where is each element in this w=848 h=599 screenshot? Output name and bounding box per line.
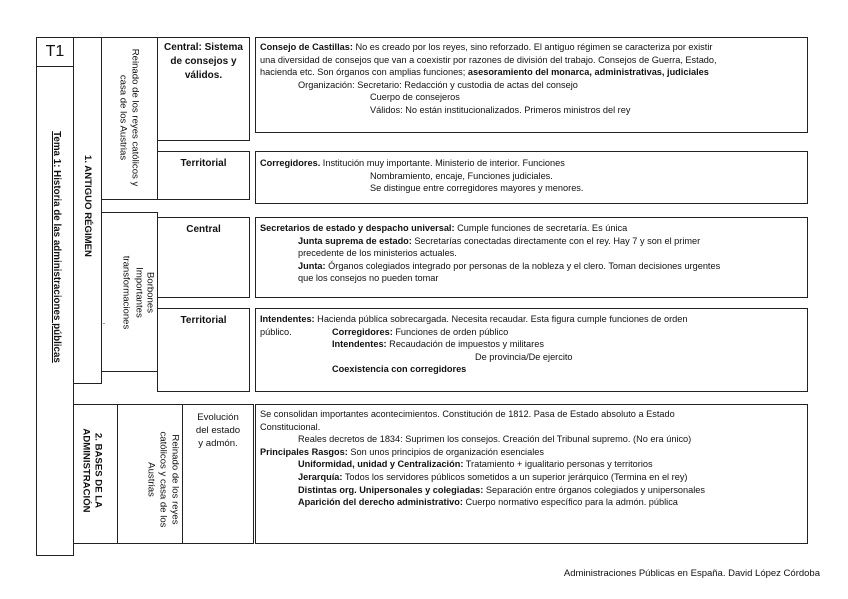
central-label: Central bbox=[186, 224, 221, 235]
territorial2-label: Territorial bbox=[180, 315, 227, 326]
sec2-reinado-line-2: católicos y casa de los bbox=[157, 431, 169, 528]
corregidores-l1: Institución muy importante. Ministerio de interior. Funciones bbox=[320, 158, 565, 168]
intendentes-l1: Hacienda pública sobrecargada. Necesita recaudar. Esta figura cumple funciones de orden bbox=[314, 314, 688, 324]
borbones-line-1: Borbones bbox=[144, 271, 156, 314]
secretarios-l1: Cumple funciones de secretaría. Es única bbox=[454, 223, 628, 233]
t1-label: T1 bbox=[45, 43, 65, 60]
corregidores-l2: Nombramiento, encaje, Funciones judiciales. bbox=[370, 170, 553, 181]
borbones-line-3: transformaciones bbox=[120, 255, 132, 330]
corregidores-l3: Se distingue entre corregidores mayores y menores. bbox=[370, 183, 584, 194]
sec2-l5: Tratamiento + igualitario personas y territorios bbox=[463, 459, 653, 470]
intendentes-l3: Recaudación de impuestos y militares bbox=[386, 339, 544, 350]
secretarios-text bbox=[260, 222, 805, 285]
footer: Administraciones Públicas en España. David López Córdoba bbox=[563, 568, 820, 579]
sec2-title-line-2: ADMINISTRACIÓN bbox=[80, 428, 92, 513]
sec2-reinado-line-1: Reinado de los reyes bbox=[169, 434, 181, 525]
corregidores-text bbox=[260, 157, 805, 195]
sec2-title-line-1: 2. BASES DE LA bbox=[92, 432, 104, 509]
consejo-l4: Organización: Secretario: Redacción y custodia de actas del consejo bbox=[298, 79, 578, 90]
intendentes-l5-b: Coexistencia con corregidores bbox=[332, 364, 467, 375]
consejo-l6: Válidos: No están institucionalizados. Primeros ministros del rey bbox=[370, 104, 631, 115]
territorial-label: Territorial bbox=[180, 158, 227, 169]
sec2-l6: Todos los servidores públicos sometidos a un superior jerárquico (Termina en el rey) bbox=[342, 471, 688, 482]
austrias-line-1: Reinado de los reyes católicos y bbox=[129, 48, 141, 187]
sec2-l1: Se consolidan importantes acontecimientos. Constitución de 1812. Pasa de Estado absoluto a Estado bbox=[260, 409, 675, 419]
consejo-l5: Cuerpo de consejeros bbox=[370, 92, 460, 103]
consejo-l1-b: Consejo de Castillas: bbox=[260, 42, 353, 52]
secretarios-l3: precedente de los ministerios actuales. bbox=[298, 248, 457, 259]
sec2-l4: Son unos principios de organización esenciales bbox=[347, 446, 544, 457]
sec2-l5-b: Uniformidad, unidad y Centralización: bbox=[298, 459, 464, 470]
sec2-l8-b: Aparición del derecho administrativo: bbox=[298, 497, 463, 508]
central-sistema-line-2: de consejos y bbox=[170, 56, 237, 67]
borbones-line-2: Importantes bbox=[133, 267, 145, 318]
secretarios-l5: que los consejos no pueden tomar bbox=[298, 273, 439, 284]
evolucion-line-1: Evolución bbox=[197, 412, 239, 423]
sec2-l3: Reales decretos de 1834: Suprimen los consejos. Creación del Tribunal supremo. (No era único) bbox=[298, 434, 692, 445]
sec2-l2: Constitucional. bbox=[260, 421, 321, 432]
sec2-l6-b: Jerarquía: bbox=[298, 471, 343, 482]
secretarios-l4-b: Junta: bbox=[298, 260, 326, 271]
sec2-reinado-line-3: Austrias bbox=[145, 462, 157, 497]
sec2-l8: Cuerpo normativo específico para la admón. pública bbox=[462, 497, 678, 508]
secretarios-l2: Secretarías conectadas directamente con el rey. Hay 7 y son el primer bbox=[411, 235, 701, 246]
sec2-l7-b: Distintas org. Unipersonales y colegiadas: bbox=[298, 484, 484, 495]
intendentes-l2: público. bbox=[260, 326, 292, 337]
secretarios-l1-b: Secretarios de estado y despacho universal: bbox=[260, 223, 455, 233]
sec2-body-text bbox=[260, 408, 805, 509]
intendentes-l2b: Funciones de orden público bbox=[392, 326, 509, 337]
evolucion-label bbox=[182, 411, 254, 450]
secretarios-l4: Órganos colegiados integrado por personas de la nobleza y el clero. Toman decisiones urgentes bbox=[325, 260, 721, 271]
consejo-text bbox=[260, 41, 805, 117]
consejo-l3-b: asesoramiento del monarca, administrativas, judiciales bbox=[467, 67, 709, 78]
sec2-l4-b: Principales Rasgos: bbox=[260, 446, 348, 457]
evolucion-line-3: y admón. bbox=[198, 438, 238, 449]
evolucion-line-2: del estado bbox=[195, 425, 241, 436]
intendentes-text bbox=[260, 313, 805, 376]
sec2-l7: Separación entre órganos colegiados y unipersonales bbox=[483, 484, 706, 495]
central-sistema-line-3: válidos. bbox=[184, 70, 223, 81]
intendentes-l1-b: Intendentes: bbox=[260, 314, 315, 324]
secretarios-l2-b: Junta suprema de estado: bbox=[298, 235, 412, 246]
central-sistema-line-1: Central: Sistema bbox=[164, 42, 243, 53]
borbones-line-4: . bbox=[100, 322, 112, 325]
main-title: Tema 1: Historia de las administraciones públicas bbox=[51, 131, 62, 363]
sec1-title: 1. ANTIGUO RÉGIMEN bbox=[82, 155, 93, 257]
austrias-line-2: casa de los Austrias bbox=[117, 74, 129, 161]
consejo-l1: No es creado por los reyes, sino reforzado. El antiguo régimen se caracteriza por existir bbox=[352, 42, 713, 52]
intendentes-l2b-b: Corregidores: bbox=[332, 326, 393, 337]
corregidores-l1-b: Corregidores. bbox=[260, 158, 321, 168]
consejo-l3: hacienda etc. Son órganos con amplias funciones; bbox=[260, 67, 468, 78]
intendentes-l4: De provincia/De ejercito bbox=[475, 351, 573, 362]
intendentes-l3-b: Intendentes: bbox=[332, 339, 387, 350]
consejo-l2: una diversidad de consejos que van a coexistir por razones de división del trabajo. Consejos de Guerra, Estado, bbox=[260, 54, 717, 65]
